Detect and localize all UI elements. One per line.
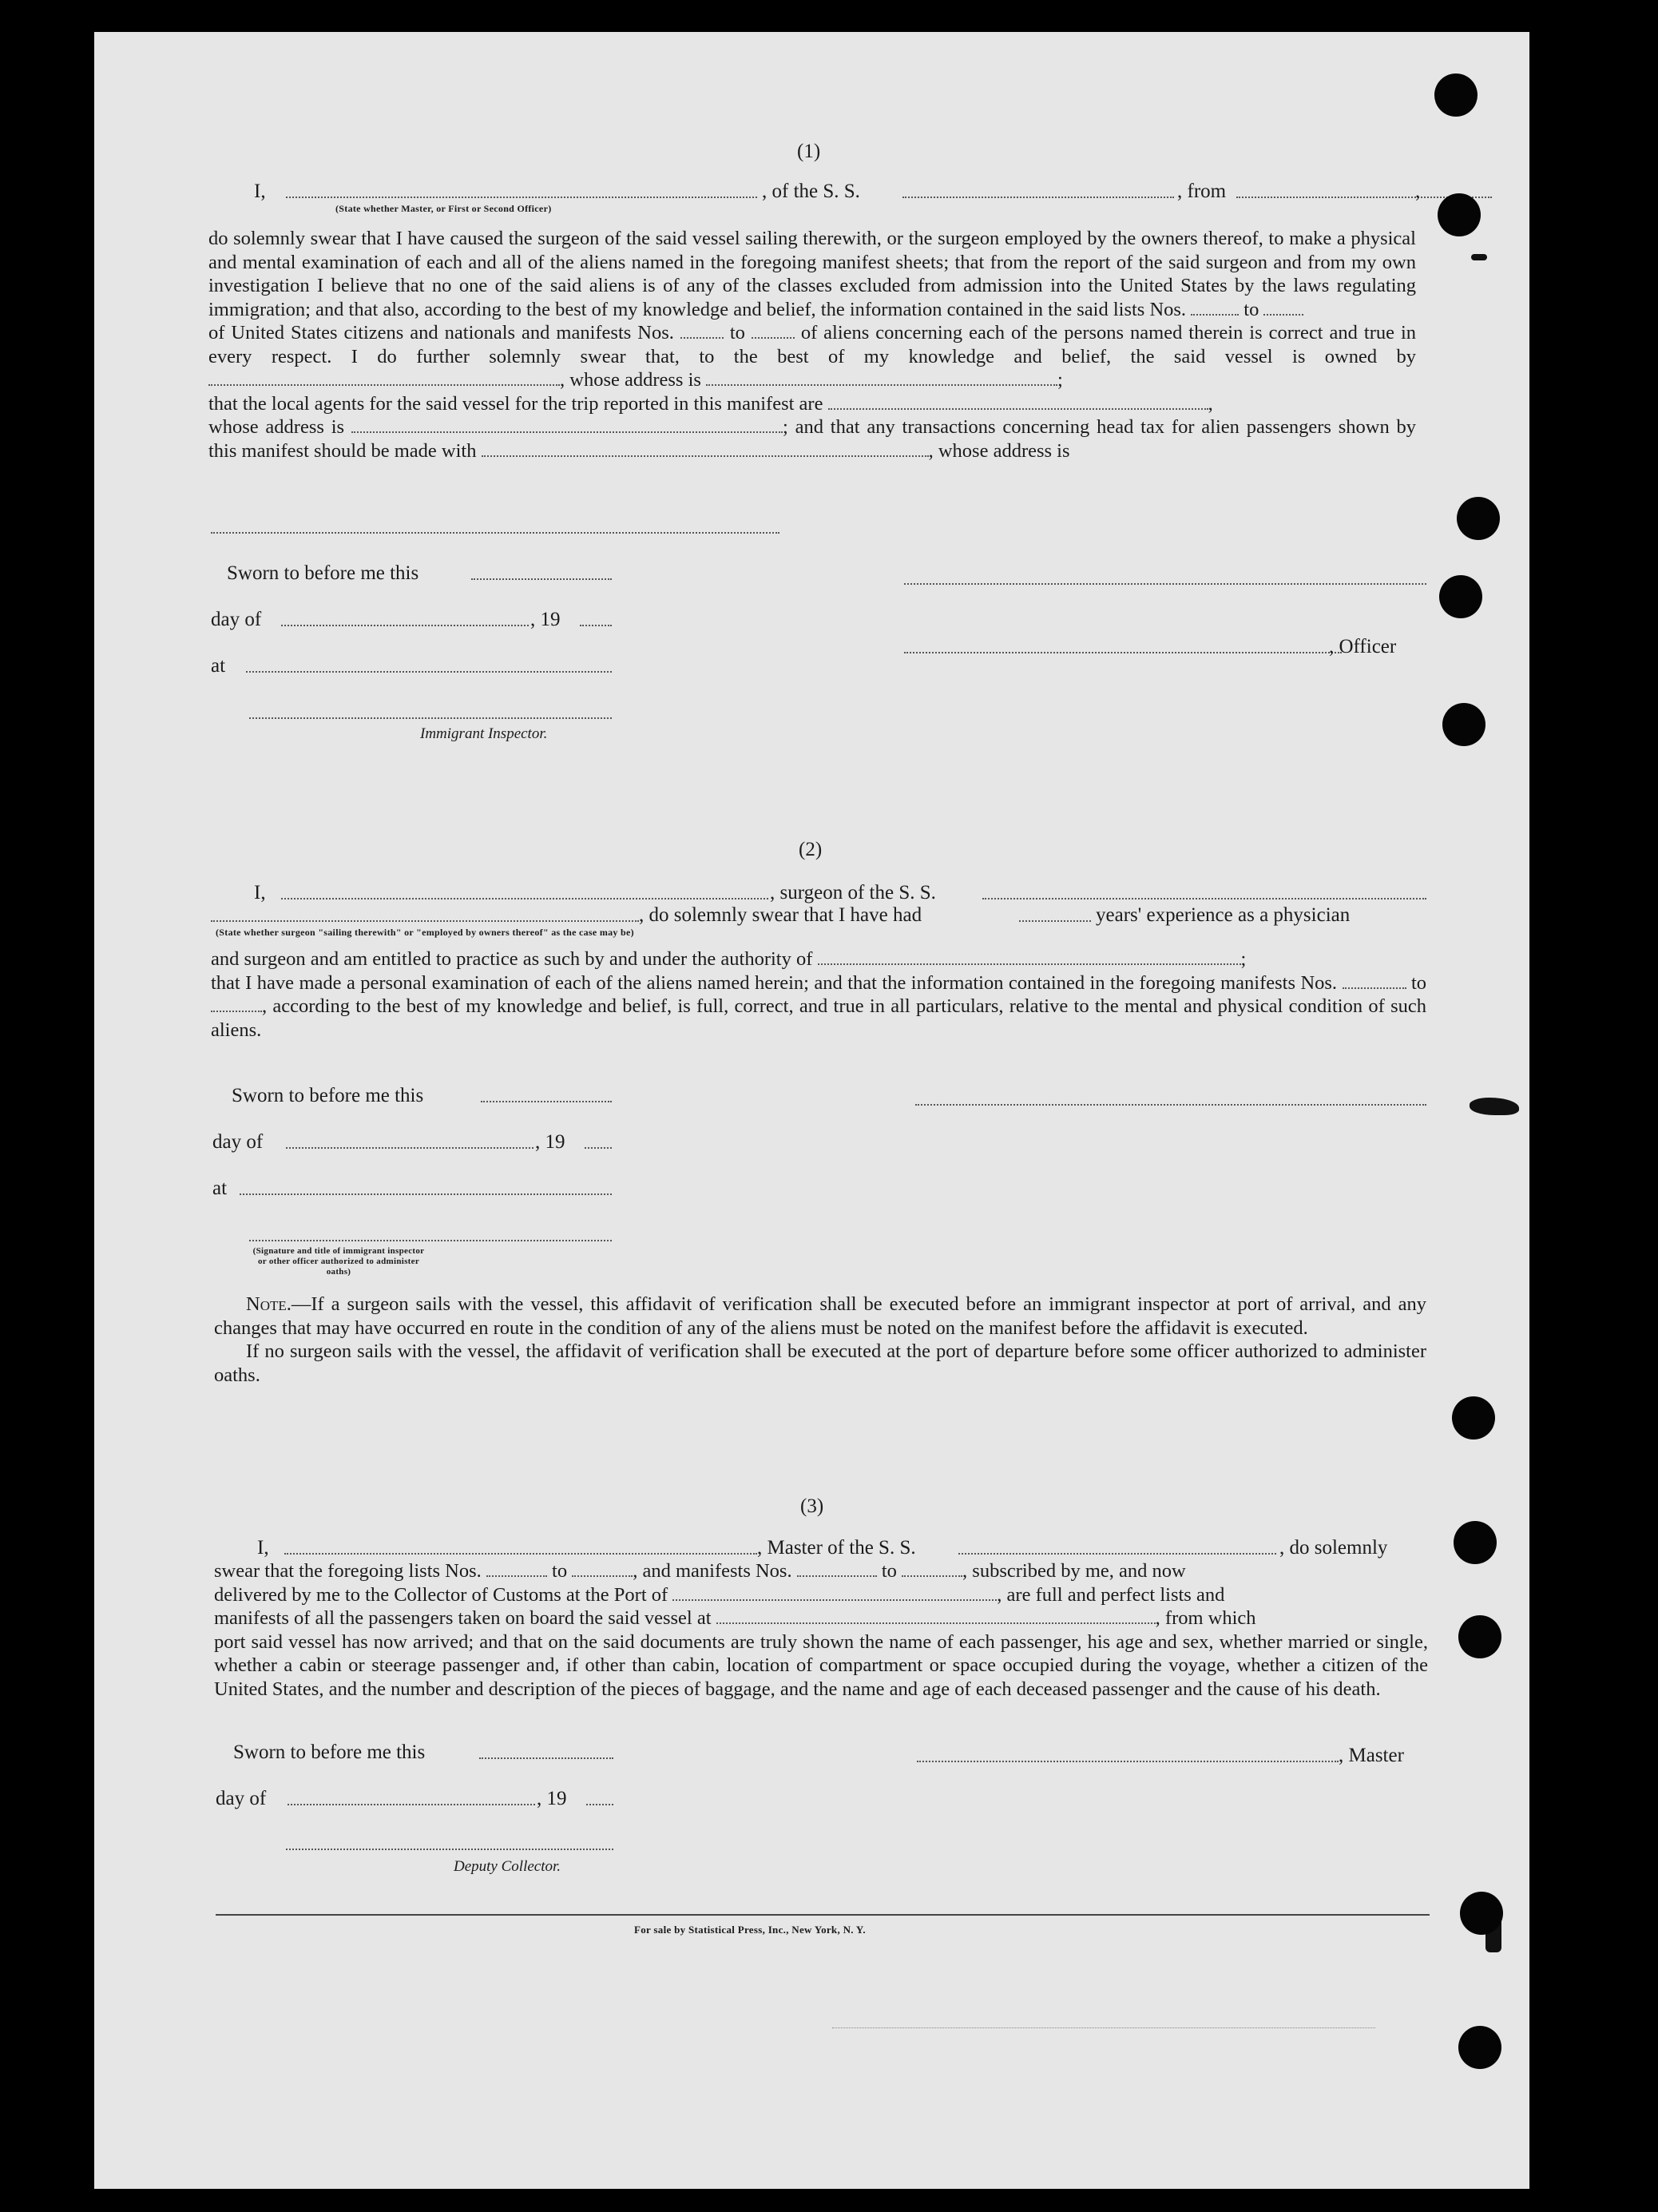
punch-hole bbox=[1458, 2026, 1501, 2069]
s1-lists-to-field[interactable] bbox=[1263, 298, 1303, 316]
s3-deputy-caption: Deputy Collector. bbox=[454, 1858, 561, 1875]
s1-text-whose2: , whose address is bbox=[928, 439, 1070, 462]
s2-i-label: I, bbox=[254, 882, 266, 903]
s2-semicolon: ; bbox=[1240, 948, 1247, 970]
footer-faint-line bbox=[832, 2027, 1375, 2028]
s3-from-which: , from which bbox=[1155, 1607, 1256, 1629]
s1-paragraph bbox=[208, 227, 1416, 463]
s3-text-rest: port said vessel has now arrived; and that on the said documents are truly shown the name of each passenger, his age and sex, whether married or single, whether a cabin or steerage passenger and, if other than cabin, location of compartment or space occupied during the voyage, whether a citizen of the United States, and the number and description of the pieces of baggage, and the name and age of each deceased passenger and the cause of his death. bbox=[214, 1630, 1428, 1700]
s2-surgeon-note: (State whether surgeon "sailing therewith" or "employed by owners thereof" as the case may be) bbox=[216, 927, 634, 938]
s2-ship-field[interactable] bbox=[982, 898, 1426, 899]
s1-text-whose: , whose address is bbox=[560, 369, 701, 391]
s3-and-manifests: , and manifests Nos. bbox=[633, 1560, 792, 1582]
s2-text-to: to bbox=[1410, 971, 1427, 994]
s2-swear-label: , do solemnly swear that I have had bbox=[639, 904, 922, 926]
s3-port-field[interactable] bbox=[672, 1583, 997, 1601]
s2-note bbox=[214, 1293, 1426, 1387]
punch-hole bbox=[1460, 1892, 1503, 1935]
s1-from-label: , from bbox=[1177, 181, 1227, 202]
s3-to2: to bbox=[881, 1560, 897, 1582]
s1-text-c: of aliens concerning each of the persons named therein is correct and true in every respect. I do further solemnly swear that, to the best of my knowledge and belief, the said vessel is owned by bbox=[208, 322, 1417, 367]
s2-years-label: years' experience as a physician bbox=[1096, 904, 1351, 926]
s2-years-field[interactable] bbox=[1019, 920, 1091, 922]
s1-officer-name-field[interactable] bbox=[904, 652, 1342, 653]
s1-year-field[interactable] bbox=[580, 625, 612, 626]
ink-mark bbox=[1471, 254, 1487, 260]
s2-surgeon-of-label: , surgeon of the S. S. bbox=[770, 882, 936, 903]
s2-note-label: Note. bbox=[246, 1293, 292, 1315]
s2-sworn-field[interactable] bbox=[481, 1101, 612, 1102]
punch-hole bbox=[1452, 1396, 1495, 1440]
section1-heading: (1) bbox=[797, 141, 821, 162]
s1-text-to2: to bbox=[729, 322, 745, 344]
s1-text-f: ; and that any transactions concerning head tax for alien passengers shown by this manifest should be made with bbox=[208, 416, 1417, 462]
s1-owner-field[interactable] bbox=[208, 368, 560, 386]
footer-rule bbox=[216, 1914, 1430, 1916]
s1-text-to: to bbox=[1244, 298, 1259, 320]
s3-year-label: , 19 bbox=[537, 1788, 567, 1809]
s1-dayof-label: day of bbox=[211, 609, 262, 630]
s3-deputy-signature-field[interactable] bbox=[286, 1849, 613, 1850]
s1-sworn-label: Sworn to before me this bbox=[227, 562, 419, 584]
punch-hole bbox=[1454, 1521, 1497, 1564]
s1-master-note: (State whether Master, or First or Second Officer) bbox=[335, 203, 552, 214]
s3-master-of-label: , Master of the S. S. bbox=[757, 1537, 916, 1559]
punch-hole bbox=[1442, 703, 1485, 746]
s1-officer-label: , Officer bbox=[1329, 636, 1397, 657]
s3-manifests-all: manifests of all the passengers taken on board the said vessel at bbox=[214, 1607, 712, 1629]
s1-at-label: at bbox=[211, 655, 226, 677]
s2-note-text2: If no surgeon sails with the vessel, the affidavit of verification shall be executed at the port of departure before some officer authorized to administer oaths. bbox=[214, 1340, 1426, 1386]
s3-dayof-label: day of bbox=[216, 1788, 267, 1809]
s1-manifests-from-field[interactable] bbox=[680, 321, 724, 339]
punch-hole bbox=[1434, 73, 1478, 117]
s3-sworn-label: Sworn to before me this bbox=[233, 1741, 426, 1763]
s2-surgeon-type-field[interactable] bbox=[211, 920, 639, 922]
s2-year-field[interactable] bbox=[585, 1147, 612, 1149]
s3-full: , are full and perfect lists and bbox=[997, 1583, 1225, 1606]
s2-signature-field[interactable] bbox=[249, 1240, 612, 1241]
footer-printer: For sale by Statistical Press, Inc., New York, N. Y. bbox=[634, 1924, 866, 1936]
punch-hole bbox=[1458, 1615, 1501, 1658]
s1-year-label: , 19 bbox=[530, 609, 561, 630]
s3-to1: to bbox=[552, 1560, 568, 1582]
s3-paragraph bbox=[214, 1559, 1428, 1701]
s2-year-label: , 19 bbox=[535, 1131, 565, 1153]
s3-port-embark-field[interactable] bbox=[716, 1606, 1156, 1624]
s1-text-e: whose address is bbox=[208, 416, 345, 438]
s3-sworn-field[interactable] bbox=[479, 1757, 613, 1759]
s2-authority-field[interactable] bbox=[818, 947, 1241, 965]
s3-master-signature-field[interactable] bbox=[917, 1761, 1339, 1762]
s1-text-a: do solemnly swear that I have caused the surgeon of the said vessel sailing therewith, or the surgeon employed by the owners thereof, to make a physical and mental examination of each and all of the aliens named in the foregoing manifest sheets; that from the report of the said surgeon and from my own investigation I believe that no one of the said aliens is of any of the classes excluded from admission into the United States by the laws regulating immigration; and that also, according to the best of my knowledge and belief, the information contained in the said lists Nos. bbox=[208, 228, 1416, 320]
s3-ship-field[interactable] bbox=[958, 1553, 1276, 1555]
s2-text-c: , according to the best of my knowledge and belief, is full, correct, and true in all particulars, relative to the mental and physical condition of such aliens. bbox=[211, 995, 1426, 1041]
s1-semicolon: ; bbox=[1057, 369, 1063, 391]
s3-text-a: swear that the foregoing lists Nos. bbox=[214, 1560, 482, 1582]
s1-inspector-signature-field[interactable] bbox=[249, 717, 612, 719]
s1-agents-address-field[interactable] bbox=[351, 415, 783, 433]
s3-delivered: delivered by me to the Collector of Customs at the Port of bbox=[214, 1583, 668, 1606]
s1-sworn-field[interactable] bbox=[471, 578, 612, 580]
s3-master-name-field[interactable] bbox=[284, 1553, 757, 1555]
s1-officer-signature-field[interactable] bbox=[904, 583, 1426, 585]
s2-at-field[interactable] bbox=[240, 1193, 612, 1195]
manifest-affidavit-page bbox=[94, 32, 1529, 2189]
s1-ship-field[interactable] bbox=[902, 197, 1174, 198]
s2-note-text: —If a surgeon sails with the vessel, this affidavit of verification shall be executed before an immigrant inspector at port of arrival, and any changes that may have occurred en route in the condition of any of the aliens must be noted on the manifest before the affidavit is executed. bbox=[214, 1293, 1426, 1339]
s1-comma2: , bbox=[1208, 392, 1213, 415]
s2-sworn-label: Sworn to before me this bbox=[232, 1085, 424, 1106]
s3-day-field[interactable] bbox=[288, 1804, 535, 1805]
s3-i-label: I, bbox=[257, 1537, 269, 1559]
s3-manifests-from-field[interactable] bbox=[797, 1559, 877, 1577]
s1-inspector-caption: Immigrant Inspector. bbox=[420, 725, 548, 742]
s1-master-field[interactable] bbox=[286, 197, 757, 198]
s2-surgeon-signature-field[interactable] bbox=[915, 1104, 1426, 1106]
s2-day-field[interactable] bbox=[286, 1147, 533, 1149]
s3-manifests-to-field[interactable] bbox=[902, 1559, 962, 1577]
s1-text-d: that the local agents for the said vessel for the trip reported in this manifest are bbox=[208, 392, 823, 415]
s3-do-solemnly-label: , do solemnly bbox=[1279, 1537, 1388, 1559]
s2-text-a: and surgeon and am entitled to practice as such by and under the authority of bbox=[211, 948, 813, 970]
ink-blot bbox=[1470, 1098, 1519, 1115]
s2-surgeon-name-field[interactable] bbox=[281, 898, 768, 899]
s1-headtax-field[interactable] bbox=[482, 439, 929, 457]
s2-dayof-label: day of bbox=[212, 1131, 264, 1153]
s1-owner-address-field[interactable] bbox=[706, 368, 1057, 386]
s2-signature-note: (Signature and title of immigrant inspector or other officer authorized to administer oaths) bbox=[252, 1246, 425, 1277]
s3-lists-to-field[interactable] bbox=[572, 1559, 633, 1577]
s2-at-label: at bbox=[212, 1177, 228, 1199]
punch-hole bbox=[1457, 497, 1500, 540]
s1-text-b: of United States citizens and nationals and manifests Nos. bbox=[208, 322, 674, 344]
s3-year-field[interactable] bbox=[586, 1804, 613, 1805]
section2-heading: (2) bbox=[799, 839, 823, 860]
section3-heading: (3) bbox=[800, 1495, 824, 1517]
s1-comma: , bbox=[1415, 181, 1421, 202]
s3-master-label: , Master bbox=[1339, 1745, 1404, 1766]
s1-manifests-to-field[interactable] bbox=[752, 321, 795, 339]
s3-lists-from-field[interactable] bbox=[486, 1559, 547, 1577]
punch-hole bbox=[1439, 575, 1482, 618]
s1-i-label: I, bbox=[254, 181, 266, 202]
s1-agents-field[interactable] bbox=[828, 392, 1208, 410]
s1-of-ss-label: , of the S. S. bbox=[762, 181, 860, 202]
s2-text-b: that I have made a personal examination of each of the aliens named herein; and that the information contained in the foregoing manifests Nos. bbox=[211, 971, 1338, 994]
s1-headtax-address-field[interactable] bbox=[211, 532, 779, 534]
s1-day-field[interactable] bbox=[281, 625, 529, 626]
s3-subscribed: , subscribed by me, and now bbox=[962, 1560, 1186, 1582]
s1-lists-from-field[interactable] bbox=[1191, 298, 1239, 316]
s2-paragraph bbox=[211, 947, 1426, 1042]
s2-manifests-from-field[interactable] bbox=[1343, 971, 1406, 989]
s2-manifests-to-field[interactable] bbox=[211, 995, 262, 1012]
punch-hole bbox=[1438, 193, 1481, 236]
s1-at-field[interactable] bbox=[246, 671, 612, 673]
